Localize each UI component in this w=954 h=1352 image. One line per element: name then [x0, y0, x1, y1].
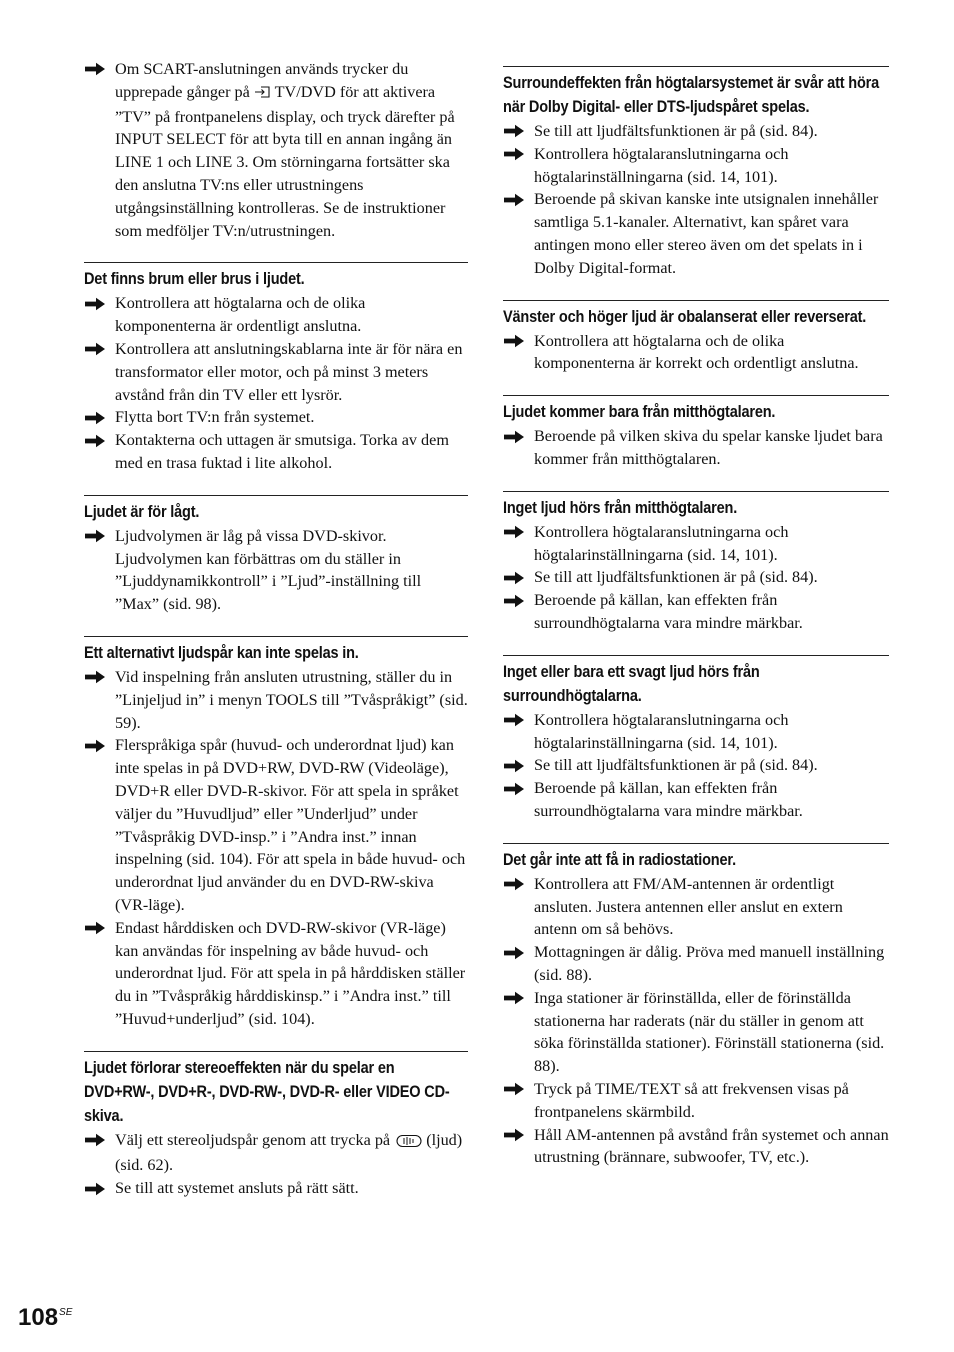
remedy-text-part: Se till att ljudfältsfunktionen är på (sid. 84).	[534, 756, 818, 775]
right-arrow-icon	[503, 589, 534, 612]
remedy-item	[84, 58, 468, 242]
trouble-section	[503, 843, 889, 1169]
remedy-text	[534, 120, 889, 143]
remedy-item	[503, 425, 889, 471]
remedy-text-part: Se till att ljudfältsfunktionen är på (sid. 84).	[534, 568, 818, 587]
remedy-text	[534, 709, 889, 755]
trouble-section	[503, 655, 889, 823]
right-column	[503, 58, 889, 1169]
remedy-text	[115, 406, 468, 429]
trouble-section	[503, 66, 889, 280]
remedy-text	[534, 521, 889, 567]
right-arrow-icon	[84, 58, 115, 81]
remedy-text-part: Beroende på källan, kan effekten från surroundhögtalarna vara mindre märkbar.	[534, 779, 803, 820]
remedy-text-part: Se till att ljudfältsfunktionen är på (sid. 84).	[534, 122, 818, 140]
right-arrow-icon	[503, 941, 534, 964]
remedy-text	[534, 188, 889, 279]
right-arrow-icon	[503, 330, 534, 353]
remedy-item	[503, 754, 889, 777]
remedy-item	[84, 429, 468, 475]
remedy-text-part: Endast hårddisken och DVD-RW-skivor (VR-läge) kan användas för inspelning av både huvud- och underordnat ljud. För att spela in på hårddisken ställer du in ”Tvåspråkig hårddiskinsp.” i ”Andra inst.” till ”Huvud+underljud” (sid. 104).	[115, 918, 466, 1028]
remedy-item	[503, 941, 889, 987]
right-arrow-icon	[503, 754, 534, 777]
remedy-text	[115, 58, 468, 242]
remedy-text	[115, 1177, 468, 1200]
remedy-item	[503, 777, 889, 823]
trouble-section	[503, 395, 889, 471]
left-column	[84, 58, 468, 1200]
remedy-item	[84, 338, 468, 406]
remedy-text	[534, 777, 889, 823]
remedy-item	[84, 917, 468, 1031]
trouble-section	[84, 1051, 468, 1200]
right-arrow-icon	[503, 120, 534, 143]
remedy-text-part: Kontrollera högtalaranslutningarna och högtalarinställningarna (sid. 14, 101).	[534, 522, 789, 564]
section-heading: Ljudet kommer bara från mitthögtalaren.	[503, 403, 776, 422]
right-arrow-icon	[84, 734, 115, 757]
remedy-text-part: Mottagningen är dålig. Pröva med manuell inställning (sid. 88).	[534, 943, 885, 984]
remedy-text-part: Beroende på skivan kanske inte utsignalen innehåller samtliga 5.1-kanaler. Alternativt, kan spåret vara antingen mono eller stereo även om det spelats in i Dolby Digital-format.	[534, 190, 879, 277]
section-heading: Ljudet förlorar stereoeffekten när du spelar en DVD+RW-, DVD+R-, DVD-RW-, DVD-R- eller VIDEO CD-skiva.	[84, 1058, 450, 1125]
remedy-text	[115, 1129, 468, 1178]
remedy-text	[534, 873, 889, 941]
remedy-text	[115, 338, 468, 406]
right-arrow-icon	[503, 566, 534, 589]
remedy-text-part: Tryck på TIME/TEXT så att frekvensen visas på frontpanelens skärmbild.	[534, 1079, 849, 1121]
remedy-text-part: Kontrollera högtalaranslutningarna och högtalarinställningarna (sid. 14, 101).	[534, 144, 789, 186]
remedy-text-part: Ljudvolymen är låg på vissa DVD-skivor. Ljudvolymen kan förbättras om du ställer in ”Ljuddynamikkontroll” i ”Ljud”-inställning till ”Max” (sid. 98).	[115, 526, 422, 614]
right-arrow-icon	[503, 1078, 534, 1101]
audio-button-icon	[396, 1132, 422, 1155]
remedy-item	[503, 873, 889, 941]
remedy-text-part: Se till att systemet ansluts på rätt sätt.	[115, 1179, 359, 1198]
remedy-item	[84, 666, 468, 734]
right-arrow-icon	[84, 1129, 115, 1152]
remedy-text-part: Kontrollera att anslutningskablarna inte är för nära en transformator eller motor, och på minst 3 meters avstånd från din TV eller ett lysrör.	[115, 339, 463, 404]
remedy-text-part: Kontrollera att högtalarna och de olika komponenterna är ordentligt anslutna.	[115, 294, 366, 336]
remedy-text	[534, 941, 889, 987]
remedy-text-part: (ljud) (sid. 62).	[115, 1130, 463, 1175]
remedy-text-part: Flytta bort TV:n från systemet.	[115, 408, 315, 427]
right-arrow-icon	[503, 873, 534, 896]
remedy-item	[84, 292, 468, 338]
right-arrow-icon	[84, 292, 115, 315]
right-arrow-icon	[84, 429, 115, 452]
remedy-text-part: TV/DVD för att aktivera ”TV” på frontpanelens display, och tryck därefter på INPUT SELECT för att byta till en annan ingång än LINE 1 och LINE 3. Om störningarna fortsätter ska den anslutna TV:ns eller utrustningens utgångsinställning kontrolleras. Se de instruktioner som medföljer TV:n/utrustningen.	[115, 82, 455, 240]
remedy-item	[503, 987, 889, 1078]
section-heading: Inget ljud hörs från mitthögtalaren.	[503, 498, 738, 517]
remedy-item	[503, 709, 889, 755]
section-heading: Ljudet är för lågt.	[84, 502, 200, 521]
remedy-item	[84, 406, 468, 429]
right-arrow-icon	[503, 709, 534, 732]
remedy-text	[115, 917, 468, 1031]
remedy-text-part: Välj ett stereoljudspår genom att trycka på	[115, 1130, 395, 1149]
trouble-section	[84, 636, 468, 1031]
remedy-item	[503, 566, 889, 589]
remedy-text-part: Kontakterna och uttagen är smutsiga. Torka av dem med en trasa fuktad i lite alkohol.	[115, 431, 449, 472]
section-heading: Det finns brum eller brus i ljudet.	[84, 270, 305, 289]
remedy-text-part: Inga stationer är förinställda, eller de förinställda stationerna har raderats (när du ställer in genom att söka förinställda stationer). Förinställ stationerna (sid. 88).	[534, 988, 885, 1076]
section-heading: Ett alternativt ljudspår kan inte spelas in.	[84, 643, 359, 662]
section-heading: Surroundeffekten från högtalarsystemet är svår att höra när Dolby Digital- eller DTS-ljudspåret spelas.	[503, 74, 880, 116]
remedy-item	[503, 589, 889, 635]
input-select-icon	[254, 83, 271, 106]
remedy-text	[115, 734, 468, 916]
right-arrow-icon	[503, 188, 534, 211]
remedy-text	[534, 987, 889, 1078]
remedy-text-part: Flerspråkiga spår (huvud- och underordnat ljud) kan inte spelas in på DVD+RW, DVD-RW (Videoläge), DVD+R eller DVD-R-skivor. För att spela in språket väljer du ”Huvudljud” eller ”Underljud” under ”Tvåspråkig DVD-insp.” i ”Andra inst.” innan inspelning (sid. 104). För att spela in både huvud- och underordnat ljud använder du en DVD-RW-skiva (VR-läge).	[115, 736, 466, 914]
remedy-text	[534, 589, 889, 635]
remedy-text	[534, 1124, 889, 1170]
remedy-item	[503, 521, 889, 567]
right-arrow-icon	[503, 987, 534, 1010]
right-arrow-icon	[84, 666, 115, 689]
right-arrow-icon	[503, 777, 534, 800]
right-arrow-icon	[503, 143, 534, 166]
page-number: $108^{SE}$	[18, 1304, 73, 1331]
trouble-section	[84, 58, 468, 242]
remedy-text	[115, 292, 468, 338]
remedy-item	[84, 1177, 468, 1200]
remedy-text	[115, 429, 468, 475]
section-heading: Inget eller bara ett svagt ljud hörs från surroundhögtalarna.	[503, 662, 760, 705]
right-arrow-icon	[84, 525, 115, 548]
right-arrow-icon	[84, 406, 115, 429]
remedy-item	[503, 143, 889, 189]
remedy-text	[534, 425, 889, 471]
remedy-text-part: Kontrollera att FM/AM-antennen är ordentligt ansluten. Justera antennen eller anslut en extern antenn om så behövs.	[534, 874, 843, 939]
right-arrow-icon	[84, 1177, 115, 1200]
remedy-text	[115, 525, 468, 616]
section-heading: Vänster och höger ljud är obalanserat eller reverserat.	[503, 307, 867, 326]
remedy-item	[84, 734, 468, 916]
trouble-section	[84, 262, 468, 474]
remedy-item	[84, 525, 468, 616]
remedy-item	[503, 1124, 889, 1170]
remedy-text	[534, 330, 889, 376]
right-arrow-icon	[84, 917, 115, 940]
remedy-text-part: Håll AM-antennen på avstånd från systemet och annan utrustning (brännare, subwoofer, TV, etc.).	[534, 1125, 889, 1167]
remedy-text-part: Om SCART-anslutningen används trycker du upprepade gånger på	[115, 60, 409, 101]
remedy-item	[84, 1129, 468, 1178]
right-arrow-icon	[84, 338, 115, 361]
right-arrow-icon	[503, 425, 534, 448]
trouble-section	[503, 491, 889, 635]
remedy-text	[534, 566, 889, 589]
remedy-text-part: Kontrollera högtalaranslutningarna och högtalarinställningarna (sid. 14, 101).	[534, 710, 789, 752]
remedy-item	[503, 1078, 889, 1124]
remedy-text-part: Beroende på källan, kan effekten från surroundhögtalarna vara mindre märkbar.	[534, 591, 803, 632]
remedy-text-part: Kontrollera att högtalarna och de olika komponenterna är korrekt och ordentligt anslutna.	[534, 331, 859, 373]
remedy-item	[503, 188, 889, 279]
remedy-text	[534, 1078, 889, 1124]
right-arrow-icon	[503, 521, 534, 544]
right-arrow-icon	[503, 1124, 534, 1147]
remedy-item	[503, 120, 889, 143]
trouble-section	[84, 495, 468, 616]
section-heading: Det går inte att få in radiostationer.	[503, 850, 736, 869]
remedy-text	[534, 754, 889, 777]
remedy-text-part: Beroende på vilken skiva du spelar kanske ljudet bara kommer från mitthögtalaren.	[534, 427, 883, 468]
remedy-item	[503, 330, 889, 376]
remedy-text-part: Vid inspelning från ansluten utrustning, ställer du in ”Linjeljud in” i menyn TOOLS till ”Tvåspråkigt” (sid. 59).	[115, 667, 468, 732]
remedy-text	[534, 143, 889, 189]
remedy-text	[115, 666, 468, 734]
trouble-section	[503, 300, 889, 376]
